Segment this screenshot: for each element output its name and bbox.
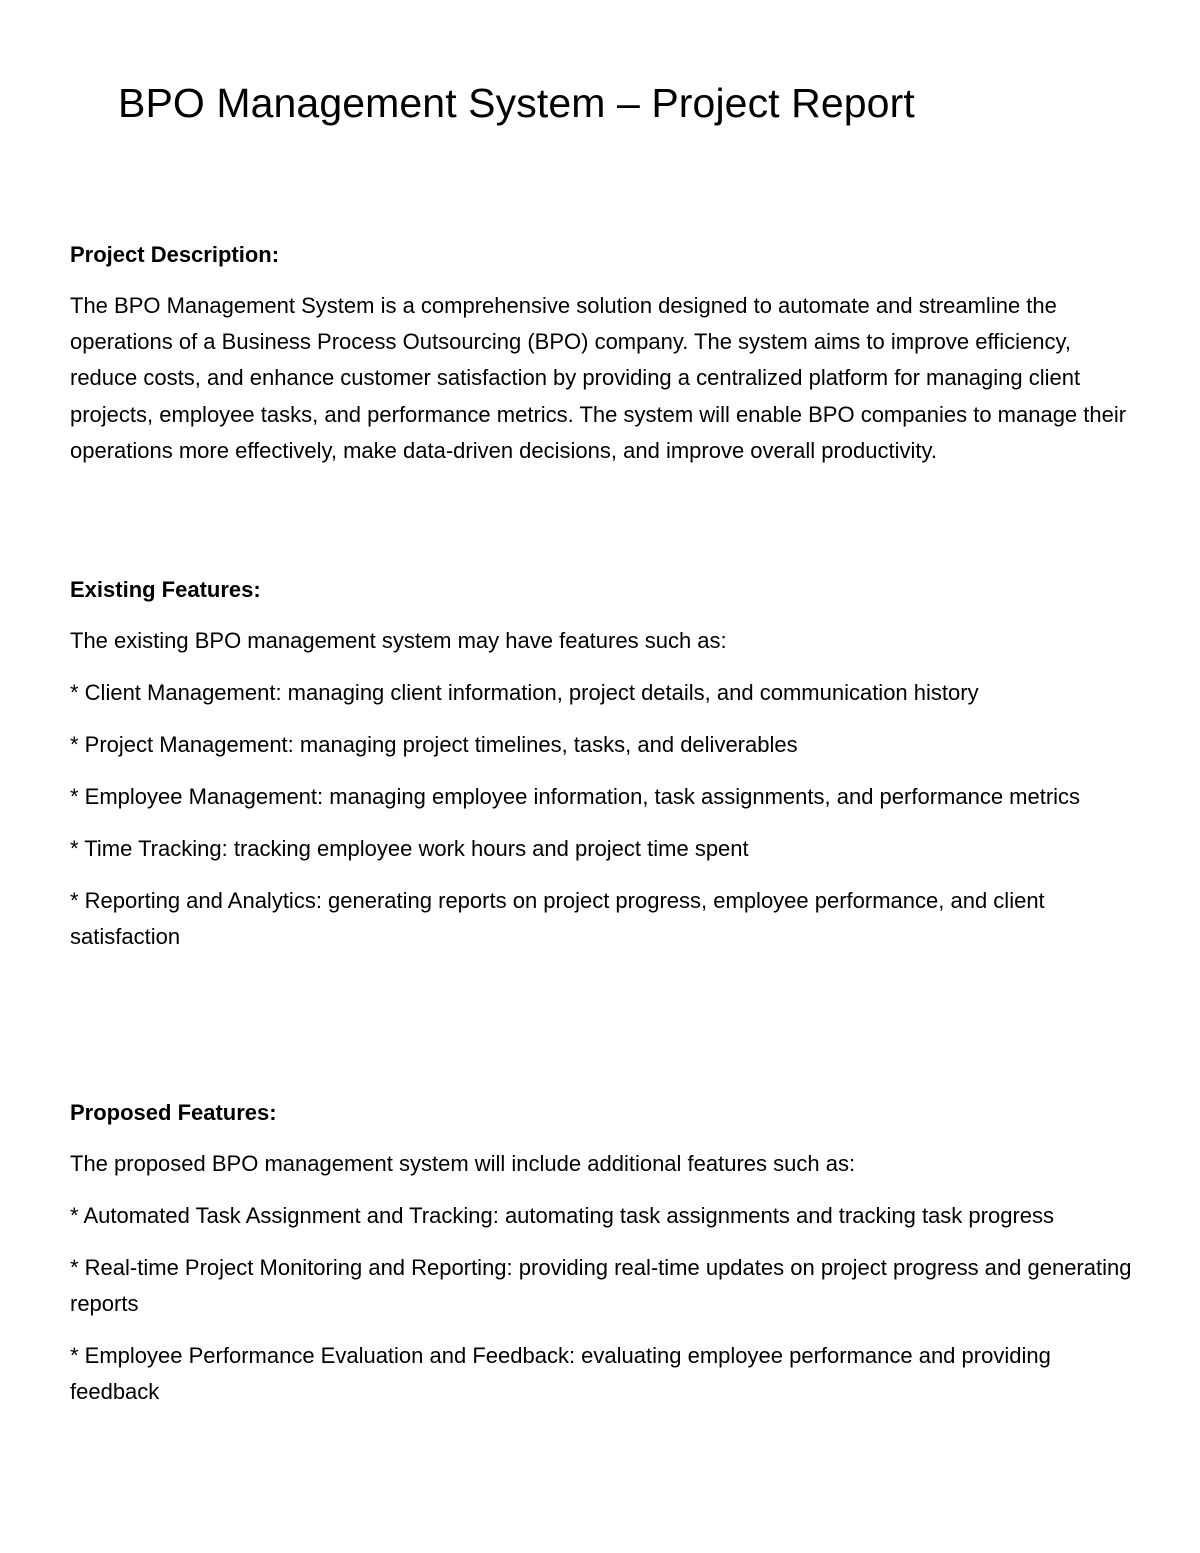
project-description-heading: Project Description: xyxy=(70,242,280,267)
page-title: BPO Management System – Project Report xyxy=(118,80,915,126)
existing-features-section xyxy=(70,574,1140,955)
proposed-feature-realtime-monitoring: * Real-time Project Monitoring and Reporting: providing real-time updates on project progress and generating reports xyxy=(70,1255,1132,1317)
proposed-features-heading: Proposed Features: xyxy=(70,1100,277,1125)
proposed-feature-performance-evaluation: * Employee Performance Evaluation and Feedback: evaluating employee performance and providing feedback xyxy=(70,1343,1051,1405)
existing-feature-time-tracking: * Time Tracking: tracking employee work hours and project time spent xyxy=(70,836,749,862)
existing-features-intro: The existing BPO management system may have features such as: xyxy=(70,628,727,653)
project-description-section xyxy=(70,239,1140,469)
existing-feature-reporting-analytics: * Reporting and Analytics: generating reports on project progress, employee performance, and client satisfaction xyxy=(70,888,1045,950)
proposed-features-intro: The proposed BPO management system will include additional features such as: xyxy=(70,1151,856,1176)
proposed-feature-automated-task-assignment: * Automated Task Assignment and Tracking: automating task assignments and tracking task progress xyxy=(70,1203,1055,1229)
proposed-features-section xyxy=(70,1097,1140,1410)
existing-features-heading: Existing Features: xyxy=(70,577,261,602)
existing-features-list xyxy=(70,675,1140,955)
project-description-text: The BPO Management System is a comprehensive solution designed to automate and streamline the operations of a Business Process Outsourcing (BPO) company. The system aims to improve efficiency, reduce costs, and enhance customer satisfaction by providing a centralized platform for managing client projects, employee tasks, and performance metrics. The system will enable BPO companies to manage their operations more effectively, make data-driven decisions, and improve overall productivity. xyxy=(70,293,1127,463)
existing-feature-employee-management: * Employee Management: managing employee information, task assignments, and performance metrics xyxy=(70,784,1081,810)
existing-feature-project-management: * Project Management: managing project timelines, tasks, and deliverables xyxy=(70,732,798,758)
proposed-features-list xyxy=(70,1198,1140,1410)
existing-feature-client-management: * Client Management: managing client information, project details, and communication history xyxy=(70,680,979,706)
